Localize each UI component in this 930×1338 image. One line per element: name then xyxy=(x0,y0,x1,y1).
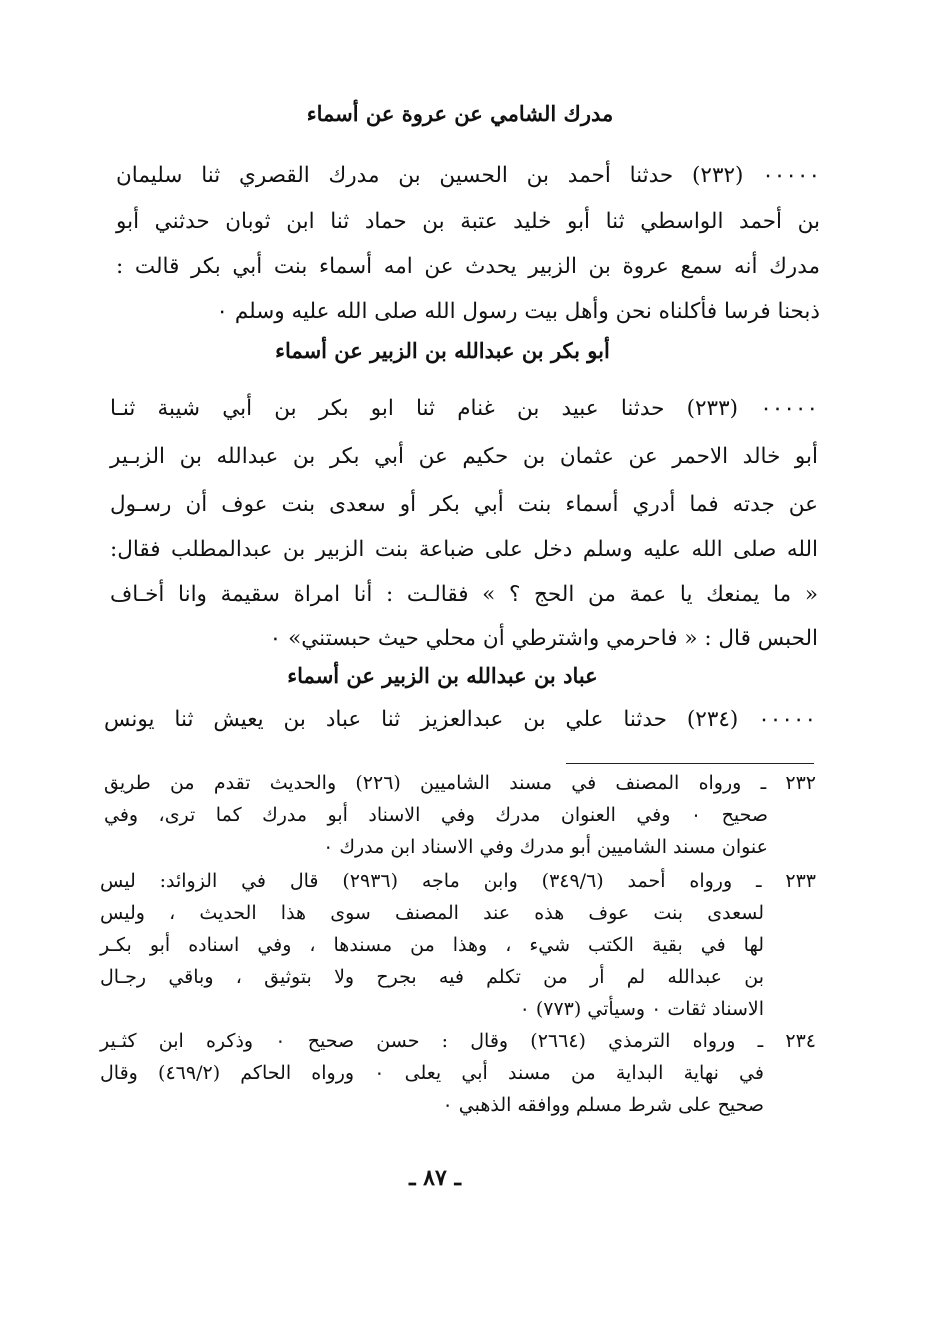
section-heading-abu-bakr: أبو بكر بن عبدالله بن الزبير عن أسماء xyxy=(275,338,610,363)
footnote-232-line-3: عنوان مسند الشاميين أبو مدرك وفي الاسناد ابن مدرك ٠ xyxy=(323,836,768,858)
hadith-233-line-5: « ما يمنعك يا عمة من الحج ؟ » فقالـت : أنا امراة سقيمة وانا أخـاف xyxy=(110,582,818,607)
hadith-232-line-3: مدرك أنه سمع عروة بن الزبير يحدث عن امه أسماء بنت أبي بكر قالت : xyxy=(116,254,820,279)
hadith-233-line-4: الله صلى الله عليه وسلم دخل على ضباعة بنت الزبير بن عبدالمطلب فقال: xyxy=(110,537,818,562)
hadith-233-line-1: ٠٠٠٠٠ (٢٣٣) حدثنا عبيد بن غنام ثنا ابو بكر بن أبي شيبة ثنـا xyxy=(110,396,818,421)
hadith-233-line-6: الحبس قال : « فاحرمي واشترطي أن محلي حيث حبستني» ٠ xyxy=(269,626,818,651)
hadith-232-line-1: ٠٠٠٠٠ (٢٣٢) حدثنا أحمد بن الحسين بن مدرك القصري ثنا سليمان xyxy=(116,163,820,188)
footnote-232-line-1: ٢٣٢ ـ ورواه المصنف في مسند الشاميين (٢٢٦) والحديث تقدم من طريق xyxy=(104,772,816,794)
footnote-233-line-1: ٢٣٣ ـ ورواه أحمد (٣٤٩/٦) وابن ماجه (٢٩٣٦) قال في الزوائد: ليس xyxy=(100,870,816,892)
footnote-234-line-2: في نهاية البداية من مسند أبي يعلى ٠ ورواه الحاكم (٤٦٩/٢) وقال xyxy=(100,1062,764,1084)
section-heading-mudrik: مدرك الشامي عن عروة عن أسماء xyxy=(306,101,614,126)
hadith-232-line-2: بن أحمد الواسطي ثنا أبو خليد عتبة بن حماد ثنا ابن ثوبان حدثني أبو xyxy=(116,209,820,234)
footnote-separator xyxy=(566,763,814,764)
footnote-234-line-1: ٢٣٤ ـ ورواه الترمذي (٢٦٦٤) وقال : حسن صحيح ٠ وذكره ابن كثـير xyxy=(100,1030,816,1052)
hadith-232-line-4: ذبحنا فرسا فأكلناه نحن وأهل بيت رسول الله صلى الله عليه وسلم ٠ xyxy=(216,299,820,324)
hadith-234-line-1: ٠٠٠٠٠ (٢٣٤) حدثنا علي بن عبدالعزيز ثنا عباد بن يعيش ثنا يونس xyxy=(104,707,816,732)
footnote-234-line-3: صحيح على شرط مسلم ووافقه الذهبي ٠ xyxy=(442,1094,764,1116)
section-heading-abbad: عباد بن عبدالله بن الزبير عن أسماء xyxy=(287,663,598,688)
footnote-233-line-5: الاسناد ثقات ٠ وسيأتي (٧٧٣) ٠ xyxy=(519,998,764,1020)
page-number: ـ ٨٧ ـ xyxy=(409,1165,461,1191)
footnote-233-line-2: لسعدى بنت عوف هذه عند المصنف سوى هذا الحديث ، وليس xyxy=(100,902,764,924)
hadith-233-line-2: أبو خالد الاحمر عن عثمان بن حكيم عن أبي بكر بن عبدالله بن الزبـير xyxy=(110,444,818,469)
footnote-232-line-2: صحيح ٠ وفي العنوان مدرك وفي الاسناد أبو مدرك كما ترى، وفي xyxy=(104,804,769,826)
hadith-233-line-3: عن جدته فما أدري أسماء بنت أبي بكر أو سعدى بنت عوف أن رسـول xyxy=(110,492,818,517)
footnote-233-line-4: بن عبدالله لم أر من تكلم فيه بجرح ولا بتوثيق ، وباقي رجـال xyxy=(100,966,764,988)
footnote-233-line-3: لها في بقية الكتب شيء ، وهذا من مسندها ، وفي اسناده أبو بكـر xyxy=(100,934,764,956)
